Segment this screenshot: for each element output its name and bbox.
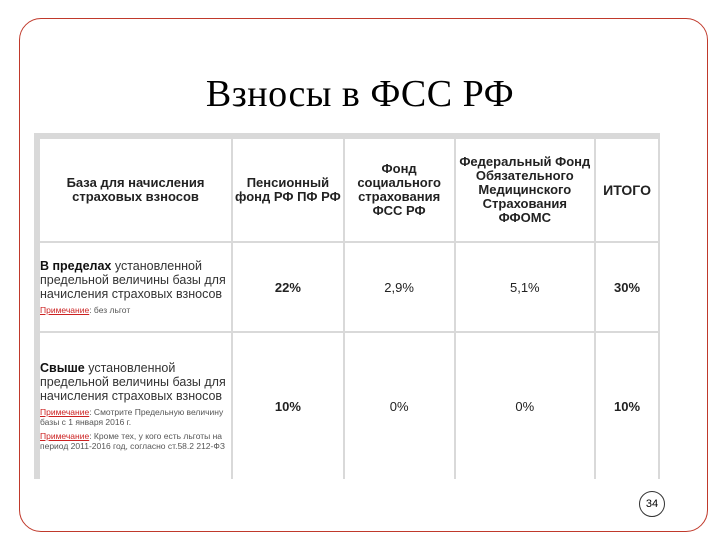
rate-pension-fund: 22%	[232, 242, 344, 332]
header-base: База для начисления страховых взносов	[39, 138, 232, 242]
note-link[interactable]: Примечание	[40, 305, 90, 315]
row-description-bold: В пределах	[40, 259, 112, 273]
rate-total: 30%	[595, 242, 659, 332]
table-row	[39, 332, 659, 479]
contributions-table	[38, 137, 660, 479]
row-description-text: установленной предельной величины базы для начисления страховых взносов	[40, 259, 226, 301]
slide-title: Взносы в ФСС РФ	[205, 73, 515, 115]
rate-social-insurance-fund: 2,9%	[344, 242, 455, 332]
row-note	[40, 407, 231, 427]
table-row	[39, 242, 659, 332]
header-medical-insurance-fund: Федеральный Фонд Обязательного Медицинского Страхования ФФОМС	[455, 138, 596, 242]
row-description-bold: Свыше	[40, 361, 85, 375]
contributions-table-wrapper	[34, 133, 660, 479]
note-text: : Кроме тех, у кого есть льготы на период 2011-2016 год, согласно ст.58.2 212-ФЗ	[40, 431, 225, 451]
note-text: : без льгот	[89, 305, 131, 315]
rate-total: 10%	[595, 332, 659, 479]
row-description-text: установленной предельной величины базы для начисления страховых взносов	[40, 361, 226, 403]
rate-medical-insurance-fund: 0%	[455, 332, 596, 479]
page-number-badge: 34	[639, 491, 665, 517]
note-link[interactable]: Примечание	[40, 407, 90, 417]
table-header-row	[39, 138, 659, 242]
rate-pension-fund: 10%	[232, 332, 344, 479]
header-social-insurance-fund: Фонд социального страхования ФСС РФ	[344, 138, 455, 242]
row-description	[39, 332, 232, 479]
row-note	[40, 305, 231, 315]
note-link[interactable]: Примечание	[40, 431, 90, 441]
rate-social-insurance-fund: 0%	[344, 332, 455, 479]
header-pension-fund: Пенсионный фонд РФ ПФ РФ	[232, 138, 344, 242]
note-text: : Смотрите Предельную величину базы с 1 января 2016 г.	[40, 407, 224, 427]
rate-medical-insurance-fund: 5,1%	[455, 242, 596, 332]
header-total: ИТОГО	[595, 138, 659, 242]
row-description	[39, 242, 232, 332]
row-note	[40, 431, 231, 451]
